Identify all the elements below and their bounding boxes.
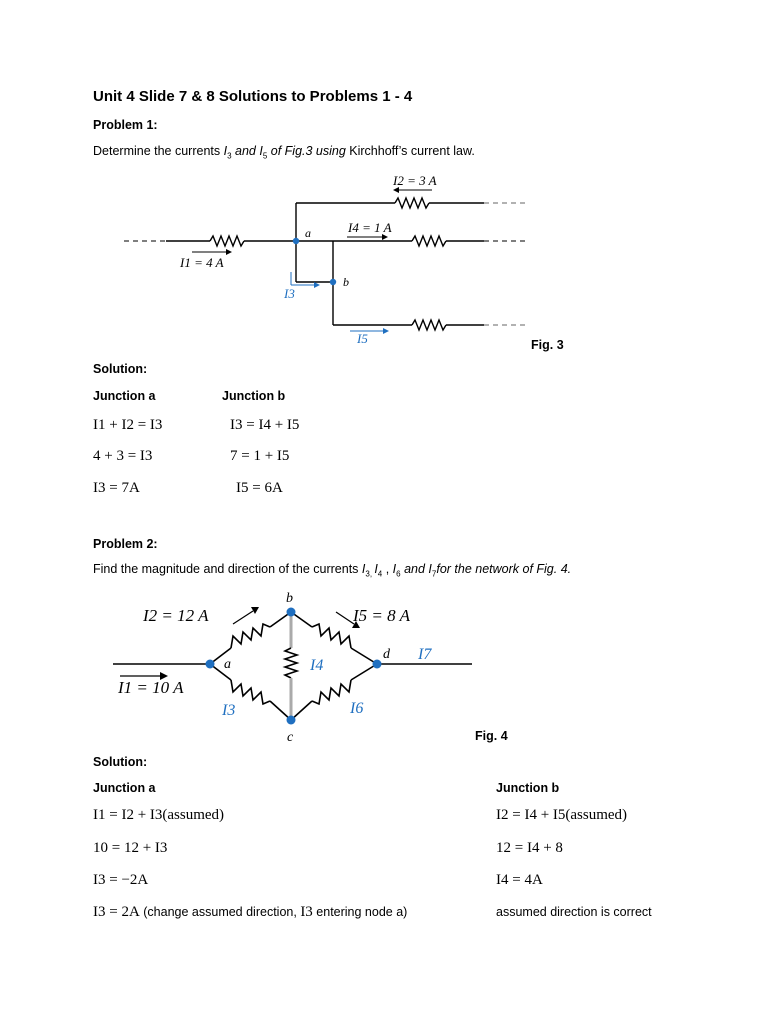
fig4-resistor-bc: [285, 648, 297, 678]
p1-eq-a2: 4 + 3 = I3: [93, 448, 153, 464]
fig4-resistor-bd: [312, 624, 351, 648]
p2-junction-a-label: Junction a: [93, 781, 156, 795]
p2-eq-a3: I3 = −2A: [93, 872, 149, 888]
fig4-label-i1: I1 = 10 A: [118, 678, 184, 697]
problem-1-heading: Problem 1:: [93, 118, 158, 132]
fig4-resistor-cd: [312, 680, 351, 704]
fig4-node-c: [287, 716, 296, 725]
fig4-i5-arrow: [336, 612, 354, 624]
problem-1-statement: Determine the currents $I_3$ and $I_5$ of Fig.3 using Kirchhoff’s current law.: [93, 144, 475, 161]
fig4-wire: [351, 648, 377, 664]
p2-eq-b4-note: assumed direction is correct: [496, 905, 652, 919]
p1-eq-b3: I5 = 6A: [236, 480, 283, 496]
fig4-label-a: a: [224, 657, 231, 672]
fig4-label-i3: I3: [222, 702, 236, 719]
fig3-label-i5: I5: [357, 331, 368, 346]
p2-junction-b-label: Junction b: [496, 781, 560, 795]
fig3-label-i3: I3: [284, 286, 295, 301]
problem-2-heading: Problem 2:: [93, 537, 158, 551]
fig4-node-d: [373, 660, 382, 669]
fig3-label-a: a: [305, 226, 311, 240]
fig4-label-i4: I4: [310, 657, 324, 674]
p2-solution-label: Solution:: [93, 755, 148, 769]
fig4-resistor-ac: [231, 680, 270, 704]
p2-eq-b1: I2 = I4 + I5(assumed): [496, 807, 628, 823]
p1-solution-label: Solution:: [93, 362, 148, 376]
fig3-label-i4: I4 = 1 A: [348, 220, 392, 235]
fig4-label-i7: I7: [418, 646, 432, 663]
fig4-label-d: d: [383, 647, 390, 662]
p1-junction-b-label: Junction b: [222, 389, 286, 403]
p1-eq-a1: I1 + I2 = I3: [93, 417, 163, 433]
p2-eq-a1: I1 = I2 + I3(assumed): [93, 807, 225, 823]
fig4-caption: Fig. 4: [475, 729, 508, 743]
fig4-label-c: c: [287, 730, 294, 745]
p1-eq-a3: I3 = 7A: [93, 480, 140, 496]
p2-eq-a4: I3 = 2A (change assumed direction, I3 entering node a): [93, 904, 408, 920]
p1-eq-b2: 7 = 1 + I5: [230, 448, 290, 464]
fig4-node-a: [206, 660, 215, 669]
fig3-caption: Fig. 3: [531, 338, 564, 352]
fig3-label-b: b: [343, 275, 349, 289]
fig4-i2-arrow: [233, 611, 253, 624]
problem-2-statement: Find the magnitude and direction of the currents $I_{3,}$ $I_4$ , $I_6$ and $I_7for$ the network of Fig. 4.: [93, 562, 572, 579]
fig4-node-b: [287, 608, 296, 617]
p2-eq-b3: I4 = 4A: [496, 872, 543, 888]
p1-junction-a-label: Junction a: [93, 389, 156, 403]
fig4-resistor-ab: [231, 624, 270, 648]
fig4-label-i6: I6: [350, 700, 364, 717]
fig4-label-b: b: [286, 591, 293, 606]
fig3-label-i1: I1 = 4 A: [180, 255, 224, 270]
page-title: Unit 4 Slide 7 & 8 Solutions to Problems 1 - 4: [93, 88, 413, 105]
p1-eq-b1: I3 = I4 + I5: [230, 417, 300, 433]
fig4-label-i5: I5 = 8 A: [353, 606, 410, 625]
p2-eq-a2: 10 = 12 + I3: [93, 840, 168, 856]
fig4-label-i2: I2 = 12 A: [143, 606, 209, 625]
p2-eq-b2: 12 = I4 + 8: [496, 840, 563, 856]
fig3-label-i2: I2 = 3 A: [393, 173, 437, 188]
fig4-wire: [351, 664, 377, 680]
